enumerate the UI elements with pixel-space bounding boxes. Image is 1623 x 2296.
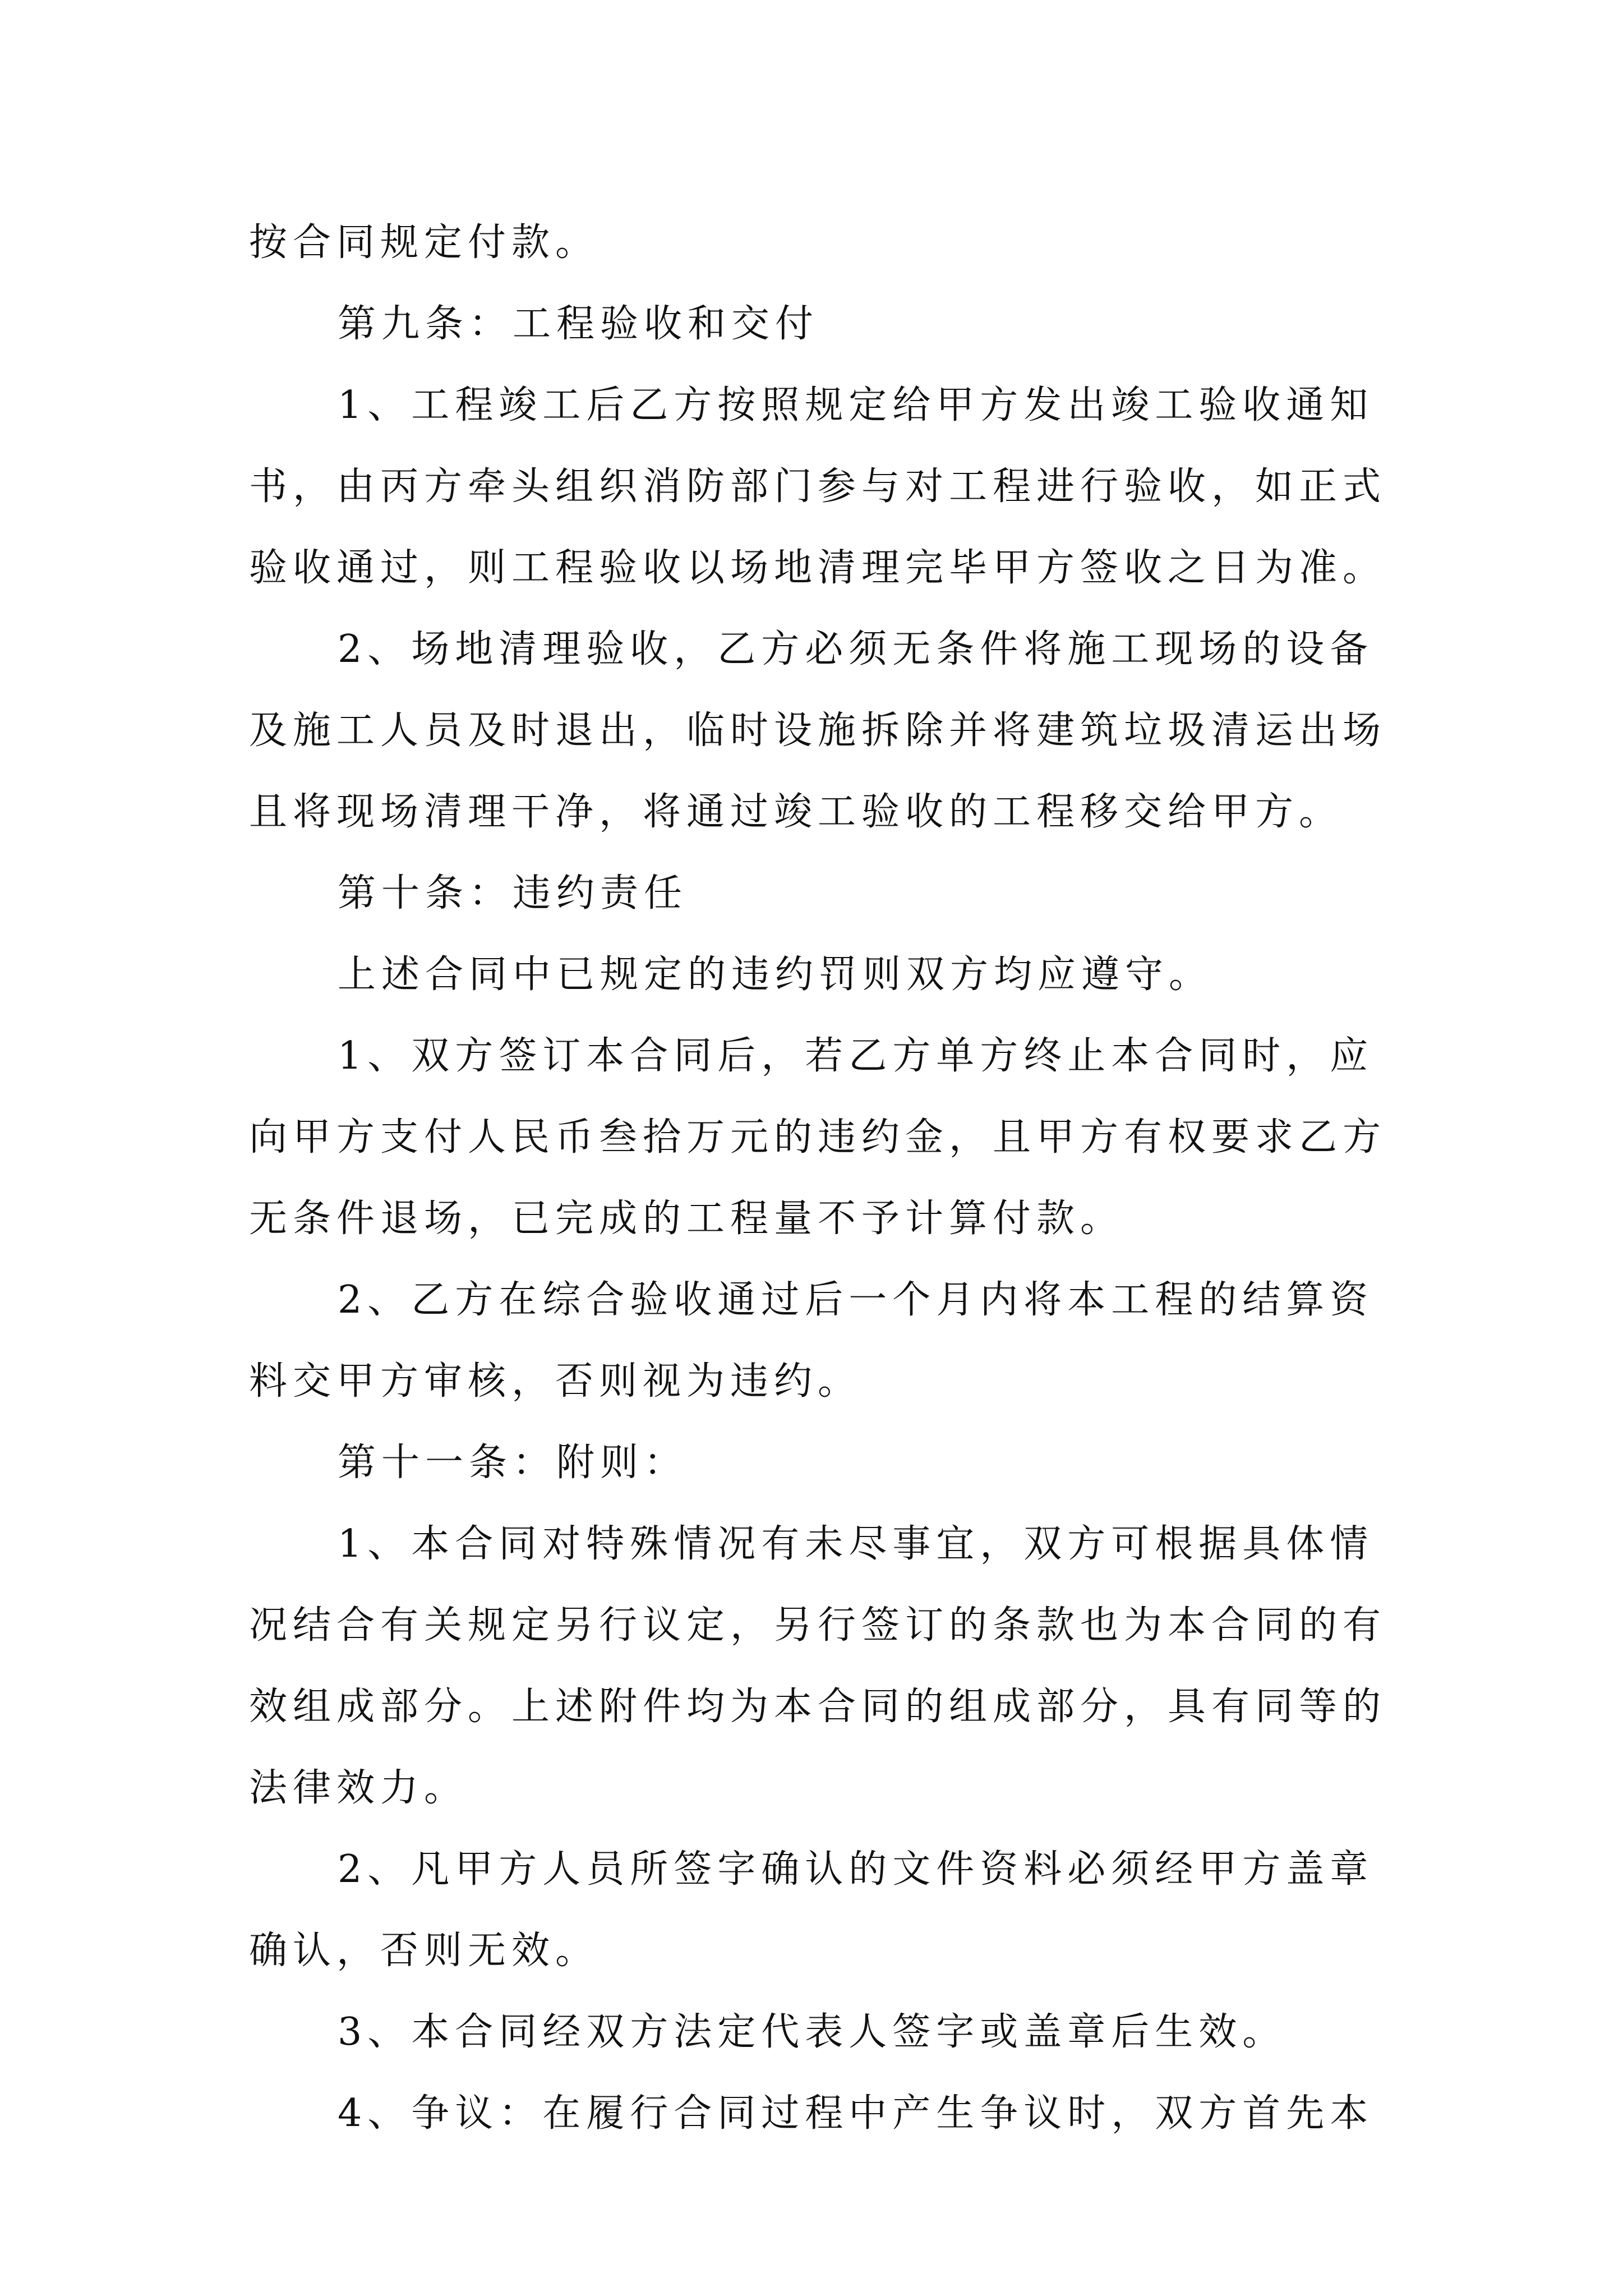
article-heading: 第十一条：附则： [338,1441,688,1485]
text-line: 2、乙方在综合验收通过后一个月内将本工程的结算资 [338,1278,1374,1322]
text-line: 2、凡甲方人员所签字确认的文件资料必须经甲方盖章 [338,1847,1374,1892]
text-line: 1、本合同对特殊情况有未尽事宜，双方可根据具体情 [338,1522,1374,1566]
text-line: 1、双方签订本合同后，若乙方单方终止本合同时，应 [338,1034,1374,1078]
text-line: 况结合有关规定另行议定，另行签订的条款也为本合同的有 [249,1603,1387,1648]
article-heading: 第九条：工程验收和交付 [338,302,819,346]
text-line: 且将现场清理干净，将通过竣工验收的工程移交给甲方。 [249,790,1343,834]
text-line: 上述合同中已规定的违约罚则双方均应遵守。 [338,953,1213,997]
text-line: 3、本合同经双方法定代表人签字或盖章后生效。 [338,2010,1287,2054]
text-line: 2、场地清理验收，乙方必须无条件将施工现场的设备 [338,627,1374,671]
text-line: 验收通过，则工程验收以场地清理完毕甲方签收之日为准。 [249,546,1387,590]
text-line: 无条件退场，已完成的工程量不予计算付款。 [249,1197,1124,1241]
article-heading: 第十条：违约责任 [338,871,688,915]
contract-body [249,202,1387,2154]
text-line: 向甲方支付人民币叁拾万元的违约金，且甲方有权要求乙方 [249,1115,1387,1159]
text-line: 确认，否则无效。 [249,1929,600,1973]
text-line: 及施工人员及时退出，临时设施拆除并将建筑垃圾清运出场 [249,708,1387,753]
text-line: 书，由丙方牵头组织消防部门参与对工程进行验收，如正式 [249,464,1387,509]
text-line: 按合同规定付款。 [249,220,600,265]
text-line: 法律效力。 [249,1766,468,1810]
text-line: 4、争议：在履行合同过程中产生争议时，双方首先本 [338,2091,1374,2136]
text-line: 料交甲方审核，否则视为违约。 [249,1359,862,1404]
text-line: 效组成部分。上述附件均为本合同的组成部分，具有同等的 [249,1685,1387,1729]
text-line: 1、工程竣工后乙方按照规定给甲方发出竣工验收通知 [338,383,1374,427]
